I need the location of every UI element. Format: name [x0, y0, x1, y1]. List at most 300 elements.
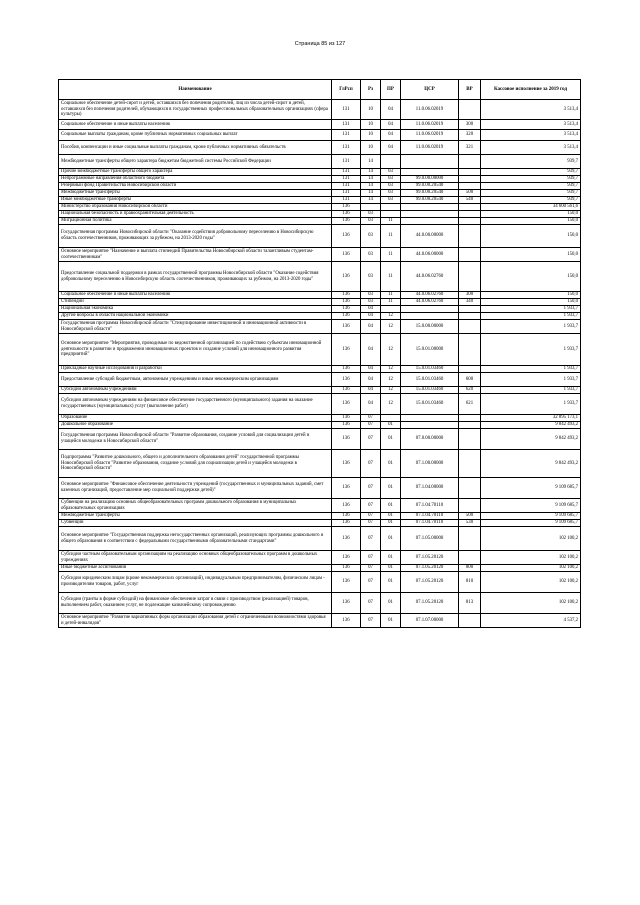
row-rz-cell: 07 [361, 551, 381, 565]
row-glrsp-cell: 136 [332, 513, 361, 520]
table-row [59, 248, 581, 262]
row-name-cell: Предоставление субсидий бюджетным, автономным учреждениям и иным некоммерческим организациям [59, 373, 332, 387]
page-number-header: Страница 85 из 127 [294, 41, 346, 47]
row-vr-cell [459, 334, 481, 366]
row-rz-cell: 07 [361, 450, 381, 478]
row-glrsp-cell: 136 [332, 415, 361, 422]
row-glrsp-cell: 136 [332, 478, 361, 499]
row-pr-cell: 11 [381, 248, 401, 262]
row-vr-cell: 800 [459, 565, 481, 572]
row-pr-cell: 12 [381, 366, 401, 373]
row-vr-cell: 320 [459, 130, 481, 141]
row-csr-cell: 11.0.06.02019 [401, 141, 459, 155]
table-row [59, 593, 581, 614]
row-csr-cell [401, 422, 459, 429]
row-amount-cell: 9 842 493,2 [481, 422, 581, 429]
row-csr-cell [401, 169, 459, 176]
row-amount-cell: 939,7 [481, 197, 581, 204]
row-glrsp-cell: 131 [332, 190, 361, 197]
row-glrsp-cell: 136 [332, 204, 361, 211]
row-pr-cell: 11 [381, 262, 401, 292]
table-row [59, 176, 581, 183]
row-amount-cell: 3 513,4 [481, 120, 581, 130]
row-glrsp-cell: 136 [332, 614, 361, 628]
row-csr-cell: 44.0.06.00000 [401, 248, 459, 262]
row-amount-cell: 3 513,4 [481, 141, 581, 155]
row-csr-cell: 99.0.00.20540 [401, 190, 459, 197]
row-name-cell: Дошкольное образование [59, 422, 332, 429]
row-amount-cell: 939,7 [481, 155, 581, 169]
row-vr-cell: 540 [459, 197, 481, 204]
table-row [59, 141, 581, 155]
row-rz-cell: 14 [361, 176, 381, 183]
row-amount-cell: 939,7 [481, 176, 581, 183]
row-csr-cell: 15.0.00.00000 [401, 320, 459, 334]
table-row [59, 130, 581, 141]
row-name-cell: Субсидии автономным учреждениям на финансовое обеспечение государственного (муниципального) задания на оказание государственных (муниципальных) услуг (выполнение работ) [59, 394, 332, 415]
row-amount-cell: 102 100,2 [481, 565, 581, 572]
table-row [59, 499, 581, 513]
row-name-cell: Национальная безопасность и правоохранительная деятельность [59, 211, 332, 218]
row-glrsp-cell: 131 [332, 176, 361, 183]
table-row [59, 415, 581, 422]
row-rz-cell: 14 [361, 197, 381, 204]
row-glrsp-cell: 136 [332, 211, 361, 218]
row-csr-cell: 44.0.00.00000 [401, 225, 459, 248]
table-row [59, 120, 581, 130]
table-row [59, 429, 581, 450]
row-amount-cell: 1 933,7 [481, 320, 581, 334]
row-amount-cell: 150,0 [481, 211, 581, 218]
row-rz-cell: 07 [361, 565, 381, 572]
row-name-cell: Министерство образования Новосибирской области [59, 204, 332, 211]
row-vr-cell [459, 176, 481, 183]
row-csr-cell: 99.0.00.20540 [401, 197, 459, 204]
row-rz-cell: 07 [361, 527, 381, 551]
row-amount-cell: 150,0 [481, 292, 581, 299]
row-csr-cell [401, 155, 459, 169]
row-rz-cell: 03 [361, 292, 381, 299]
row-amount-cell: 9 109 685,7 [481, 520, 581, 527]
row-name-cell: Субвенции [59, 520, 332, 527]
table-row [59, 100, 581, 120]
row-vr-cell [459, 183, 481, 190]
row-name-cell: Образование [59, 415, 332, 422]
row-amount-cell: 3 513,4 [481, 100, 581, 120]
row-glrsp-cell: 136 [332, 572, 361, 593]
row-name-cell: Государственная программа Новосибирской области "Стимулирование инвестиционной и инновационной активности в Новосибирской области" [59, 320, 332, 334]
row-vr-cell: 321 [459, 141, 481, 155]
row-pr-cell: 01 [381, 450, 401, 478]
row-glrsp-cell: 136 [332, 565, 361, 572]
row-pr-cell: 12 [381, 394, 401, 415]
table-row [59, 218, 581, 225]
row-csr-cell: 07.1.05.20120 [401, 565, 459, 572]
row-rz-cell: 03 [361, 218, 381, 225]
row-rz-cell: 04 [361, 366, 381, 373]
row-amount-cell: 1 933,7 [481, 394, 581, 415]
row-rz-cell: 03 [361, 262, 381, 292]
row-vr-cell: 813 [459, 593, 481, 614]
table-row [59, 299, 581, 306]
column-header-pr: ПР [381, 80, 401, 100]
row-name-cell: Резервный фонд Правительства Новосибирской области [59, 183, 332, 190]
row-glrsp-cell: 136 [332, 320, 361, 334]
table-row [59, 225, 581, 248]
row-glrsp-cell: 131 [332, 100, 361, 120]
row-name-cell: Межбюджетные трансферты общего характера бюджетам бюджетной системы Российской Федерации [59, 155, 332, 169]
row-csr-cell [401, 211, 459, 218]
row-amount-cell: 150,0 [481, 225, 581, 248]
row-csr-cell: 15.0.01.03460 [401, 373, 459, 387]
row-pr-cell: 04 [381, 120, 401, 130]
row-glrsp-cell: 131 [332, 130, 361, 141]
table-row [59, 387, 581, 394]
column-header-name: Наименование [59, 80, 332, 100]
row-amount-cell: 939,7 [481, 169, 581, 176]
row-name-cell: Социальные выплаты гражданам, кроме публичных нормативных социальных выплат [59, 130, 332, 141]
row-vr-cell [459, 248, 481, 262]
row-pr-cell: 11 [381, 292, 401, 299]
row-rz-cell: 04 [361, 320, 381, 334]
row-rz-cell [361, 204, 381, 211]
table-row [59, 478, 581, 499]
row-vr-cell: 620 [459, 387, 481, 394]
row-name-cell: Субвенции на реализацию основных общеобразовательных программ дошкольного образования в муниципальных образовательных организациях [59, 499, 332, 513]
table-row [59, 450, 581, 478]
row-amount-cell: 3 513,4 [481, 130, 581, 141]
budget-execution-table [58, 79, 581, 628]
row-csr-cell: 07.1.05.20120 [401, 551, 459, 565]
table-row [59, 306, 581, 313]
row-vr-cell [459, 204, 481, 211]
row-glrsp-cell: 136 [332, 292, 361, 299]
row-glrsp-cell: 136 [332, 450, 361, 478]
row-vr-cell [459, 320, 481, 334]
row-name-cell: Субсидии автономным учреждениям [59, 387, 332, 394]
row-rz-cell: 14 [361, 190, 381, 197]
row-name-cell: Субсидии (гранты в форме субсидий) на финансовое обеспечение затрат в связи с производством (реализацией) товаров, выполнением работ, оказанием услуг, не подлежащие казначейскому сопровождению [59, 593, 332, 614]
row-amount-cell: 1 933,7 [481, 387, 581, 394]
row-glrsp-cell: 131 [332, 169, 361, 176]
row-csr-cell [401, 415, 459, 422]
row-csr-cell: 07.1.04.70110 [401, 520, 459, 527]
table-row [59, 572, 581, 593]
table-row [59, 169, 581, 176]
row-name-cell: Национальная экономика [59, 306, 332, 313]
row-rz-cell: 04 [361, 387, 381, 394]
row-pr-cell: 01 [381, 527, 401, 551]
row-amount-cell: 9 109 685,7 [481, 499, 581, 513]
row-name-cell: Подпрограмма "Развитие дошкольного, общего и дополнительного образования детей" государственной программы Новосибирской области "Развитие образования, создание условий для социализации детей и учащейся молодежи в Новосибирской области" [59, 450, 332, 478]
row-glrsp-cell: 136 [332, 218, 361, 225]
row-vr-cell [459, 169, 481, 176]
row-glrsp-cell: 136 [332, 422, 361, 429]
table-row [59, 422, 581, 429]
row-vr-cell [459, 614, 481, 628]
row-glrsp-cell: 136 [332, 373, 361, 387]
row-glrsp-cell: 136 [332, 366, 361, 373]
row-pr-cell: 03 [381, 176, 401, 183]
row-csr-cell: 15.0.01.03460 [401, 366, 459, 373]
table-row [59, 513, 581, 520]
table-row [59, 183, 581, 190]
row-vr-cell [459, 415, 481, 422]
row-csr-cell: 11.0.06.02019 [401, 120, 459, 130]
row-amount-cell: 32 895 173,1 [481, 415, 581, 422]
row-amount-cell: 1 933,7 [481, 313, 581, 320]
row-csr-cell: 07.1.05.20120 [401, 572, 459, 593]
row-vr-cell: 530 [459, 520, 481, 527]
row-glrsp-cell: 136 [332, 499, 361, 513]
row-glrsp-cell: 136 [332, 225, 361, 248]
row-rz-cell: 07 [361, 520, 381, 527]
row-name-cell: Субсидии юридическим лицам (кроме некоммерческих организаций), индивидуальным предпринимателям, физическим лицам - производителям товаров, работ, услуг [59, 572, 332, 593]
row-amount-cell: 9 842 493,2 [481, 429, 581, 450]
row-vr-cell: 600 [459, 373, 481, 387]
row-amount-cell: 150,0 [481, 262, 581, 292]
row-rz-cell: 07 [361, 513, 381, 520]
row-glrsp-cell: 136 [332, 387, 361, 394]
row-glrsp-cell: 136 [332, 429, 361, 450]
row-name-cell: Социальное обеспечение детей-сирот и детей, оставшихся без попечения родителей, лиц из числа детей-сирот и детей, оставшихся без попечения родителей, обучающихся в государственных профессиональных образовательных организациях (сфера культуры) [59, 100, 332, 120]
row-pr-cell: 01 [381, 499, 401, 513]
table-row [59, 292, 581, 299]
row-rz-cell: 14 [361, 155, 381, 169]
table-row [59, 334, 581, 366]
row-csr-cell: 44.0.06.02760 [401, 299, 459, 306]
table-row [59, 551, 581, 565]
row-csr-cell: 11.0.06.02019 [401, 100, 459, 120]
row-rz-cell: 07 [361, 422, 381, 429]
row-vr-cell [459, 225, 481, 248]
row-name-cell: Основное мероприятие "Финансовое обеспечение деятельности учреждений (государственных и муниципальных заданий, смет казенных организаций, предоставление мер социальной поддержки детей)" [59, 478, 332, 499]
row-glrsp-cell: 136 [332, 334, 361, 366]
row-pr-cell: 03 [381, 197, 401, 204]
row-name-cell: Иные бюджетные ассигнования [59, 565, 332, 572]
row-glrsp-cell: 136 [332, 527, 361, 551]
row-rz-cell: 04 [361, 306, 381, 313]
row-pr-cell: 03 [381, 190, 401, 197]
row-name-cell: Прикладные научные исследования и разработки [59, 366, 332, 373]
row-pr-cell: 03 [381, 183, 401, 190]
row-amount-cell: 34 600 561,6 [481, 204, 581, 211]
row-vr-cell [459, 313, 481, 320]
row-glrsp-cell: 136 [332, 593, 361, 614]
row-pr-cell: 03 [381, 169, 401, 176]
row-rz-cell: 07 [361, 499, 381, 513]
table-header-row [59, 80, 581, 100]
row-csr-cell: 15.0.01.00000 [401, 334, 459, 366]
row-name-cell: Основное мероприятие "Мероприятия, проводимые по ведомственной организацией по содействию субъектам инновационной деятельности в развитии и продвижении инновационных проектов и создание условий для инновационного развития предприятий" [59, 334, 332, 366]
row-glrsp-cell: 136 [332, 248, 361, 262]
table-row [59, 155, 581, 169]
table-row [59, 190, 581, 197]
row-vr-cell: 300 [459, 120, 481, 130]
row-rz-cell: 04 [361, 373, 381, 387]
row-pr-cell: 01 [381, 614, 401, 628]
row-pr-cell [381, 204, 401, 211]
row-pr-cell: 12 [381, 313, 401, 320]
table-row [59, 366, 581, 373]
table-body [59, 100, 581, 628]
row-pr-cell: 01 [381, 551, 401, 565]
row-name-cell: Основное мероприятие "Государственная поддержка негосударственных организаций, реализующих программы дошкольного и общего образования в соответствии с федеральными государственными образовательными стандартами" [59, 527, 332, 551]
row-vr-cell: 500 [459, 190, 481, 197]
row-pr-cell: 04 [381, 130, 401, 141]
row-name-cell: Миграционная политика [59, 218, 332, 225]
row-rz-cell: 07 [361, 593, 381, 614]
row-rz-cell: 10 [361, 100, 381, 120]
row-rz-cell: 07 [361, 614, 381, 628]
row-csr-cell: 07.1.04.00000 [401, 478, 459, 499]
row-csr-cell: 44.0.06.02760 [401, 262, 459, 292]
row-name-cell: Предоставление социальной поддержки в рамках государственной программы Новосибирской области "Оказание содействия добровольному переселению в Новосибирскую область соотечественников, проживающих за рубежом, на 2013-2020 годы" [59, 262, 332, 292]
row-amount-cell: 102 100,2 [481, 572, 581, 593]
row-name-cell: Государственная программа Новосибирской области "Развитие образования, создание условий для социализации детей и учащейся молодежи в Новосибирской области" [59, 429, 332, 450]
row-vr-cell [459, 211, 481, 218]
row-vr-cell [459, 306, 481, 313]
row-csr-cell: 99.0.00.00000 [401, 176, 459, 183]
row-amount-cell: 150,0 [481, 218, 581, 225]
row-rz-cell: 07 [361, 478, 381, 499]
row-pr-cell: 12 [381, 373, 401, 387]
row-vr-cell [459, 366, 481, 373]
row-csr-cell: 07.1.04.70110 [401, 499, 459, 513]
row-pr-cell [381, 211, 401, 218]
row-csr-cell: 99.0.00.20540 [401, 183, 459, 190]
row-amount-cell: 939,7 [481, 190, 581, 197]
row-csr-cell [401, 218, 459, 225]
row-rz-cell: 03 [361, 248, 381, 262]
row-amount-cell: 102 100,2 [481, 527, 581, 551]
row-amount-cell: 9 109 685,7 [481, 478, 581, 499]
row-vr-cell [459, 100, 481, 120]
row-csr-cell: 44.0.06.02760 [401, 292, 459, 299]
row-pr-cell: 12 [381, 387, 401, 394]
row-vr-cell [459, 262, 481, 292]
row-vr-cell [459, 218, 481, 225]
table-row [59, 394, 581, 415]
row-pr-cell [381, 415, 401, 422]
table-row [59, 313, 581, 320]
row-amount-cell: 1 933,7 [481, 306, 581, 313]
column-header-csr: ЦСР [401, 80, 459, 100]
row-name-cell: Пособия, компенсации и иные социальные выплаты гражданам, кроме публичных нормативных обязательств [59, 141, 332, 155]
row-csr-cell: 15.0.01.03460 [401, 387, 459, 394]
row-name-cell: Социальное обеспечение и иные выплаты населению [59, 292, 332, 299]
row-pr-cell: 04 [381, 141, 401, 155]
row-amount-cell: 1 933,7 [481, 334, 581, 366]
row-pr-cell: 01 [381, 520, 401, 527]
row-glrsp-cell: 136 [332, 313, 361, 320]
row-csr-cell: 07.0.00.00000 [401, 429, 459, 450]
row-pr-cell: 01 [381, 513, 401, 520]
row-rz-cell: 07 [361, 429, 381, 450]
row-glrsp-cell: 131 [332, 183, 361, 190]
row-name-cell: Иные межбюджетные трансферты [59, 197, 332, 204]
row-rz-cell: 03 [361, 299, 381, 306]
row-name-cell: Основное мероприятие "Развитие вариативных форм организации образования детей с ограниченными возможностями здоровья и детей-инвалидов" [59, 614, 332, 628]
row-vr-cell [459, 422, 481, 429]
row-vr-cell [459, 429, 481, 450]
row-amount-cell: 939,7 [481, 183, 581, 190]
row-vr-cell [459, 551, 481, 565]
row-pr-cell: 01 [381, 565, 401, 572]
row-vr-cell [459, 450, 481, 478]
row-amount-cell: 150,0 [481, 299, 581, 306]
row-glrsp-cell: 136 [332, 520, 361, 527]
row-vr-cell: 300 [459, 292, 481, 299]
row-pr-cell: 11 [381, 225, 401, 248]
row-name-cell: Социальное обеспечение и иные выплаты населению [59, 120, 332, 130]
row-name-cell: Прочие межбюджетные трансферты общего характера [59, 169, 332, 176]
row-pr-cell: 12 [381, 320, 401, 334]
row-amount-cell: 1 933,7 [481, 373, 581, 387]
row-amount-cell: 102 100,2 [481, 593, 581, 614]
row-rz-cell: 10 [361, 141, 381, 155]
row-pr-cell: 12 [381, 334, 401, 366]
row-vr-cell: 810 [459, 572, 481, 593]
table-row [59, 614, 581, 628]
row-rz-cell: 04 [361, 394, 381, 415]
row-csr-cell: 07.1.04.70110 [401, 513, 459, 520]
column-header-rz: Рз [361, 80, 381, 100]
table-row [59, 527, 581, 551]
row-rz-cell: 10 [361, 120, 381, 130]
table-row [59, 320, 581, 334]
table-row [59, 565, 581, 572]
row-rz-cell: 07 [361, 572, 381, 593]
row-csr-cell: 07.1.05.20120 [401, 593, 459, 614]
table-row [59, 520, 581, 527]
row-glrsp-cell: 136 [332, 299, 361, 306]
row-csr-cell [401, 306, 459, 313]
row-rz-cell: 07 [361, 415, 381, 422]
row-name-cell: Другие вопросы в области национальной экономики [59, 313, 332, 320]
row-vr-cell [459, 499, 481, 513]
row-pr-cell: 01 [381, 593, 401, 614]
row-glrsp-cell: 136 [332, 551, 361, 565]
row-csr-cell: 11.0.06.02019 [401, 130, 459, 141]
row-name-cell: Основное мероприятие "Назначение и выплата стипендий Правительства Новосибирской области талантливым студентам-соотечественникам" [59, 248, 332, 262]
column-header-glrsp: ГлРсп [332, 80, 361, 100]
row-vr-cell: 621 [459, 394, 481, 415]
row-csr-cell: 07.1.00.00000 [401, 450, 459, 478]
row-csr-cell: 07.1.07.00000 [401, 614, 459, 628]
row-pr-cell: 04 [381, 100, 401, 120]
row-glrsp-cell: 136 [332, 262, 361, 292]
row-rz-cell: 10 [361, 130, 381, 141]
row-pr-cell: 11 [381, 218, 401, 225]
row-name-cell: Межбюджетные трансферты [59, 190, 332, 197]
row-name-cell: Государственная программа Новосибирской области "Оказание содействия добровольному переселению в Новосибирскую область соотечественников, проживающих за рубежом, на 2013-2020 годы" [59, 225, 332, 248]
row-glrsp-cell: 131 [332, 197, 361, 204]
row-amount-cell: 150,0 [481, 248, 581, 262]
row-glrsp-cell: 131 [332, 120, 361, 130]
row-rz-cell: 03 [361, 211, 381, 218]
row-glrsp-cell: 136 [332, 306, 361, 313]
row-name-cell: Непрограммные направления областного бюджета [59, 176, 332, 183]
row-glrsp-cell: 131 [332, 141, 361, 155]
row-glrsp-cell: 136 [332, 394, 361, 415]
row-vr-cell: 500 [459, 513, 481, 520]
row-amount-cell: 4 537,2 [481, 614, 581, 628]
row-amount-cell: 9 842 493,2 [481, 450, 581, 478]
column-header-execution: Кассовое исполнение за 2019 год [481, 80, 581, 100]
row-amount-cell: 102 100,2 [481, 551, 581, 565]
row-name-cell: Стипендии [59, 299, 332, 306]
